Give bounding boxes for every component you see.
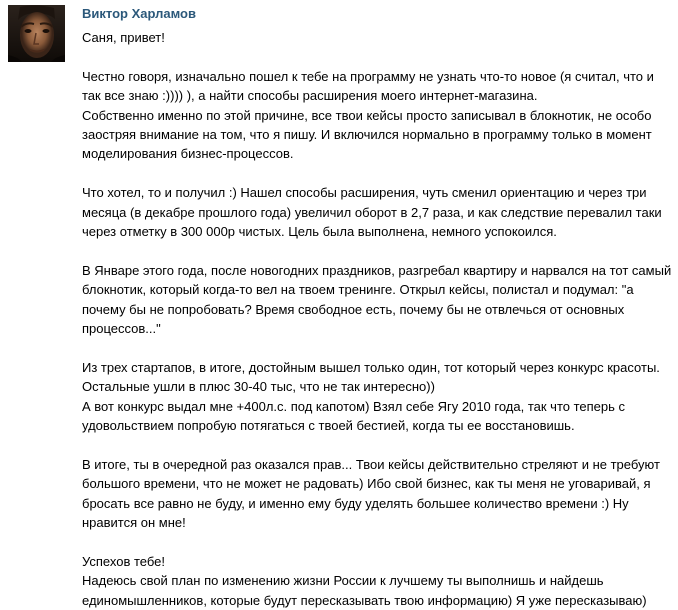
message-body [82,28,672,610]
message-paragraph [82,261,672,339]
message-line: почему бы не попробовать? Время свободное есть, почему бы не отвлечься от основных [82,301,625,317]
message-line: удовольствием попробую потягаться с твоей бестией, когда ты ее восстановишь. [82,418,575,434]
message-paragraph [82,183,668,241]
message-line: Надеюсь свой план по изменению жизни России к лучшему ты выполнишь и найдешь [82,573,604,589]
message-line: большого времени, что не может не радовать) Ибо свой бизнес, как ты меня не уговаривай, я [82,476,651,492]
message-paragraph [82,28,668,47]
message-line: В итоге, ты в очередной раз оказался прав... Твои кейсы действительно стреляют и не требуют [82,456,660,472]
message-line: Успехов тебе! [82,553,166,569]
message-paragraph [82,552,668,610]
message-line: нравится он мне! [82,515,186,531]
message-line: Собственно именно по этой причине, все твои кейсы просто записывал в блокнотик, не особо [82,107,652,123]
message-line: через отметку в 300 000р чистых. Цель была выполнена, немного успокоился. [82,224,557,240]
avatar-portrait [8,5,65,62]
message-line: Честно говоря, изначально пошел к тебе на программу не узнать что-то новое (я считал, что и [82,68,654,84]
message-line: Из трех стартапов, в итоге, достойным вышел только один, тот который через конкурс красоты. [82,359,660,375]
message-paragraph [82,358,668,436]
message-paragraph [82,67,668,164]
message-paragraph [82,455,668,533]
message-line: месяца (в декабре прошлого года) увеличил оборот в 2,7 раза, и как следствие перевалил таки [82,204,662,220]
message-line: заостряя внимание на том, что я пишу. И включился нормально в программу только в момент [82,127,652,143]
message-line: Что хотел, то и получил :) Нашел способы расширения, чуть сменил ориентацию и через три [82,185,647,201]
message-line: А вот конкурс выдал мне +400л.с. под капотом) Взял себе Ягу 2010 года, так что теперь с [82,398,626,414]
message-line: бросать все равно не буду, и именно ему буду уделять большее количество времени :) Ну [82,495,629,511]
message-line: Остальные ушли в плюс 30-40 тыс, что не так интересно)) [82,379,435,395]
message-line: Саня, привет! [82,30,165,45]
message-line: процессов..." [82,321,161,337]
message-line: блокнотик, который когда-то вел на твоем тренинге. Открыл кейсы, полистал и подумал: "а [82,282,634,298]
message-line: единомышленников, которые будут пересказывать твою информацию) Я уже пересказываю) [82,592,647,608]
message-line: так все знаю :)))) ), а найти способы расширения моего интернет-магазина. [82,88,538,104]
message-line: В Январе этого года, после новогодних праздников, разгребал квартиру и нарвался на тот самый [82,262,672,278]
message-line: моделирования бизнес-процессов. [82,146,294,162]
author-name[interactable]: Виктор Харламов [82,6,196,21]
avatar[interactable] [8,5,65,62]
